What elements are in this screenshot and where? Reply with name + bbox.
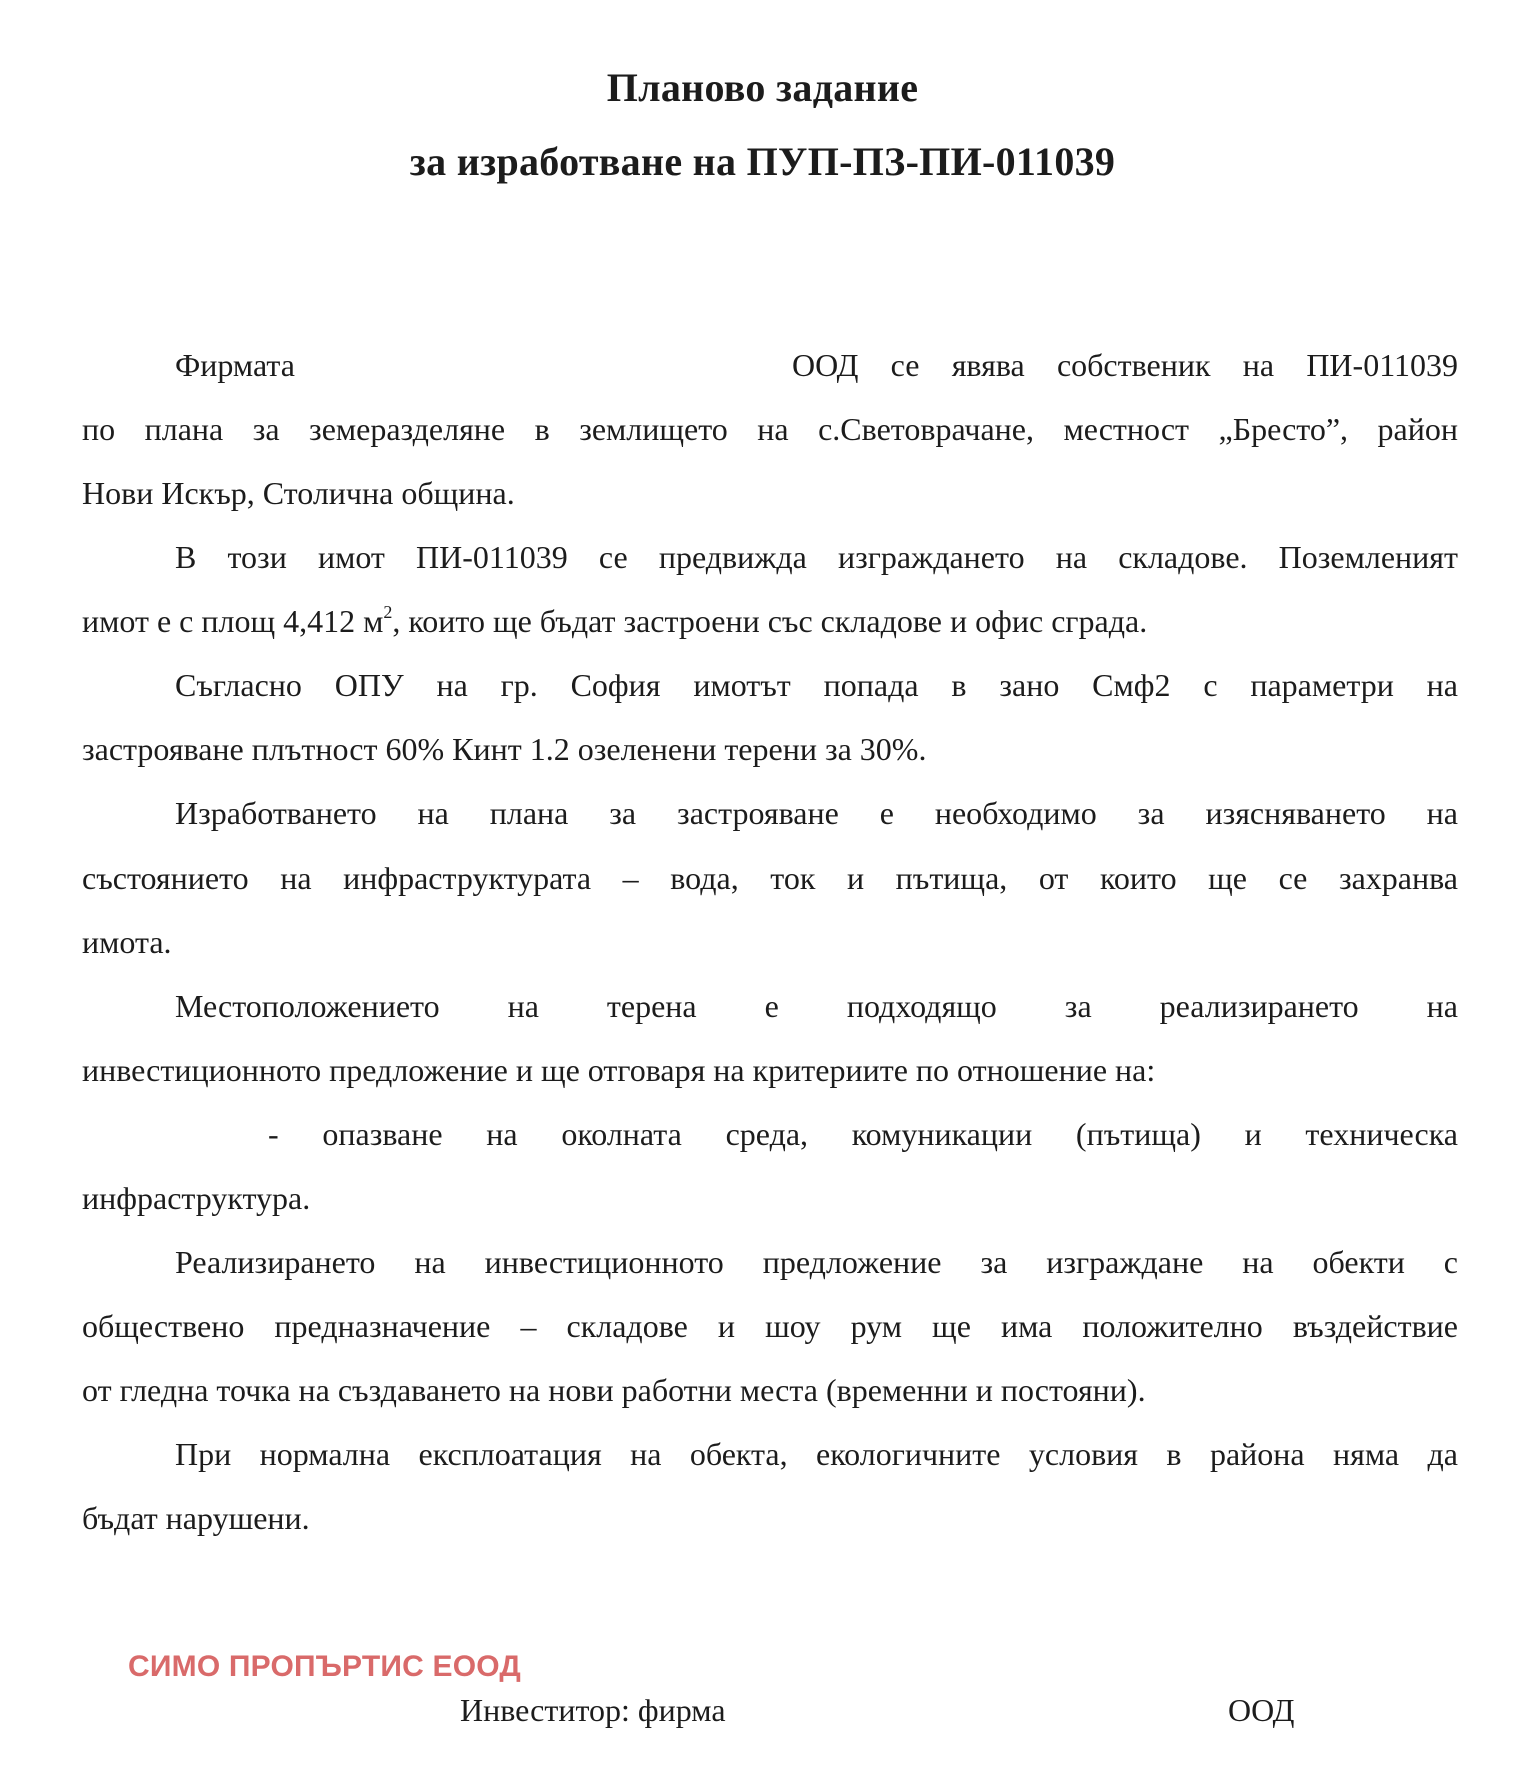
p3-line2: застрояване плътност 60% Кинт 1.2 озеленени терени за 30%.: [82, 731, 927, 767]
p6-line1: - опазване на околната среда, комуникации (пътища) и техническа: [268, 1116, 1458, 1152]
p2-line2-sup: 2: [383, 602, 393, 622]
p1-line2: по плана за земеразделяне в землището на с.Световрачане, местност „Бресто”, район: [82, 411, 1458, 447]
p8-line1: При нормална експлоатация на обекта, екологичните условия в района няма да: [175, 1436, 1458, 1472]
p4-line2: състоянието на инфраструктурата – вода, ток и пътища, от които ще се захранва: [82, 860, 1458, 896]
p7-line2: обществено предназначение – складове и шоу рум ще има положително въздействие: [82, 1308, 1458, 1344]
document-title: Планово задание: [606, 65, 919, 110]
p8-line2: бъдат нарушени.: [82, 1500, 310, 1536]
p4-line1: Изработването на плана за застрояване е необходимо за изясняването на: [175, 795, 1458, 831]
p5-line1: Местоположението на терена е подходящо за реализирането на: [175, 988, 1458, 1024]
p1-line1-rest: ООД се явява собственик на ПИ-011039: [792, 347, 1458, 383]
p7-line1: Реализирането на инвестиционното предложение за изграждане на обекти с: [175, 1244, 1458, 1280]
company-stamp: СИМО ПРОПЪРТИС ЕООД: [128, 1650, 522, 1683]
p7-line3: от гледна точка на създаването на нови работни места (временни и постояни).: [82, 1372, 1146, 1408]
p1-word-firm: Фирмата: [175, 347, 295, 383]
p2-line1: В този имот ПИ-011039 се предвижда изграждането на складове. Поземленият: [175, 539, 1458, 575]
investor-label: Инвеститор: фирма: [460, 1692, 726, 1728]
p5-line2: инвестиционното предложение и ще отговаря на критериите по отношение на:: [82, 1052, 1156, 1088]
p6-line2: инфраструктура.: [82, 1180, 311, 1216]
investor-suffix: ООД: [1228, 1692, 1295, 1728]
p2-line2-b: , които ще бъдат застроени със складове и офис сграда.: [392, 603, 1148, 639]
p3-line1: Съгласно ОПУ на гр. София имотът попада в зано Смф2 с параметри на: [175, 667, 1458, 703]
p4-line3: имота.: [82, 924, 172, 960]
document-subtitle: за изработване на ПУП-ПЗ-ПИ-011039: [409, 139, 1116, 184]
p2-line2: [82, 601, 1147, 641]
p1-line3: Нови Искър, Столична община.: [82, 475, 515, 511]
p2-line2-a: имот е с площ 4,412 м: [82, 603, 384, 639]
